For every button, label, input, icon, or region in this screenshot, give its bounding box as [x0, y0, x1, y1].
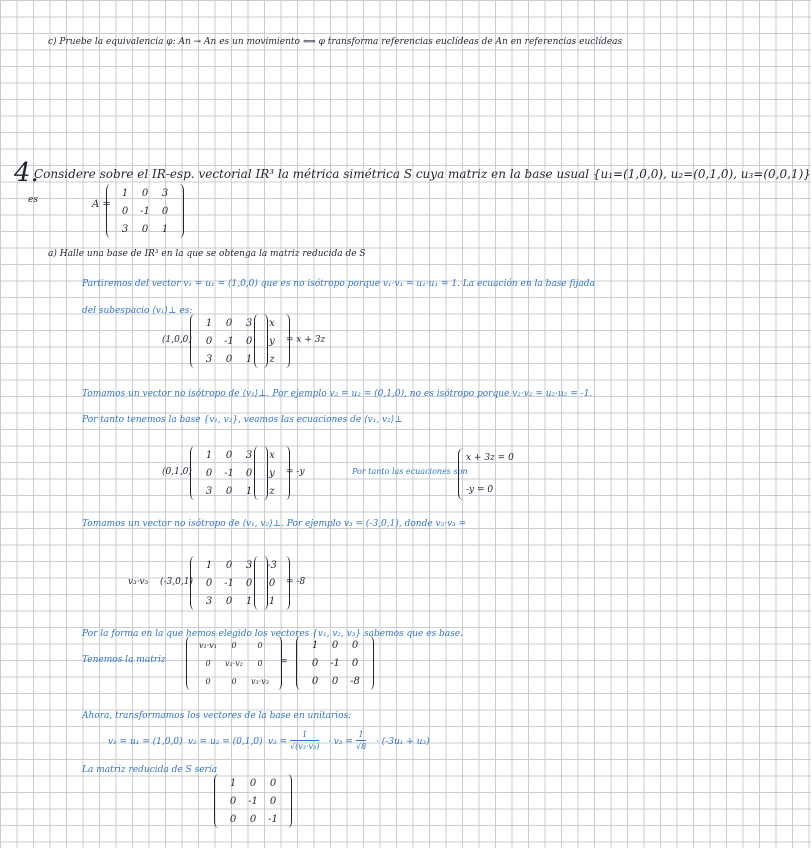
matrix-entry: 0: [245, 577, 253, 589]
eq2-comment: Por tanto las ecuaciones son: [352, 467, 468, 476]
matrix-entry: 1: [245, 485, 253, 497]
system-brace: [458, 448, 465, 500]
diag-symbolic-entry: 0: [205, 676, 211, 686]
diag-symbolic-entry: 0: [257, 658, 263, 668]
matrix-entry: 3: [245, 449, 253, 461]
matrix-a-entry: -1: [140, 205, 150, 217]
fraction-1-numerator: 1: [302, 730, 308, 739]
matrix-entry: 0: [205, 467, 213, 479]
unit-v3-mid: · v₃ =: [328, 737, 353, 747]
matrix-entry: 1: [205, 317, 213, 329]
matrix-a-entry: 3: [121, 223, 129, 235]
unit-v3-fraction-1: [290, 730, 319, 751]
matrix-entry: 0: [205, 335, 213, 347]
diag-numeric-entry: -8: [350, 675, 360, 687]
solution-line-2: del subespacio ⟨v₁⟩⊥ es:: [82, 306, 193, 316]
matrix-a-label: A =: [92, 199, 111, 210]
final-matrix-entry: 0: [249, 777, 257, 789]
final-matrix-entry: 0: [229, 813, 237, 825]
column-entry: 1: [268, 595, 276, 607]
column-entry: -3: [267, 559, 277, 571]
unit-v3-fraction-2: [356, 730, 366, 751]
diag-symbolic-entry: 0: [231, 676, 237, 686]
variable-entry: x: [269, 317, 275, 329]
diag-symbolic-entry: 0: [257, 640, 263, 650]
eq1-result: = x + 3z: [286, 335, 326, 345]
matrix-entry: -1: [224, 577, 234, 589]
matrix-entry: -1: [224, 335, 234, 347]
eq3-column: [254, 556, 290, 610]
matrix-a-entry: 0: [141, 223, 149, 235]
matrix-entry: 0: [225, 353, 233, 365]
matrix-a-entry: 1: [121, 187, 129, 199]
matrix-entry: 0: [225, 559, 233, 571]
matrix-entry: 3: [205, 353, 213, 365]
eq1-row-vector: (1,0,0): [162, 335, 192, 345]
variable-entry: y: [269, 335, 275, 347]
problem-number: 4.: [14, 158, 39, 188]
variable-entry: z: [269, 353, 275, 365]
eq2-result: = -y: [286, 467, 305, 477]
diag-numeric-entry: -1: [330, 657, 340, 669]
eq2-row-vector: (0,1,0): [162, 467, 192, 477]
matrix-entry: 0: [225, 317, 233, 329]
diag-symbolic-entry: 0: [231, 640, 237, 650]
matrix-a-entry: 0: [121, 205, 129, 217]
matrix-a-entry: 3: [161, 187, 169, 199]
unit-v3-right: · (-3u₁ + u₃): [376, 737, 430, 747]
problem-statement: Considere sobre el IR-esp. vectorial IR³ la métrica simétrica S cuya matriz en la base usual {u₁=(1,0,0), u₂=(0,1,0), u₃=(0,0,1)}: [34, 167, 811, 181]
diag-symbolic-matrix: [186, 636, 282, 690]
diag-symbolic-entry: v₁·v₁: [199, 640, 217, 650]
part-c-text: c) Pruebe la equivalencia φ: An → An es un movimiento ⟺ φ transforma referencias euclídeas de An en referencias euclídeas: [48, 37, 623, 47]
final-matrix-entry: -1: [268, 813, 278, 825]
diag-numeric-entry: 0: [311, 675, 319, 687]
final-matrix-entry: 0: [229, 795, 237, 807]
matrix-entry: 0: [225, 595, 233, 607]
eq3-row-vector: (-3,0,1): [160, 577, 193, 587]
diag-symbolic-entry: v₂·v₂: [225, 658, 243, 668]
matrix-entry: 1: [205, 449, 213, 461]
matrix-entry: 0: [225, 449, 233, 461]
eq2-column-xyz: [254, 446, 290, 500]
matrix-entry: 3: [245, 559, 253, 571]
system-eq-1: x + 3z = 0: [466, 453, 514, 463]
diag-numeric-entry: 0: [351, 639, 359, 651]
variable-entry: z: [269, 485, 275, 497]
final-reduced-matrix: [214, 774, 292, 828]
matrix-entry: 0: [225, 485, 233, 497]
part-a-text: a) Halle una base de IR³ en la que se obtenga la matriz reducida de S: [48, 249, 366, 259]
solution-line-8: La matriz reducida de S sería: [82, 765, 218, 775]
diag-numeric-entry: 0: [331, 675, 339, 687]
eq3-result: = -8: [286, 577, 306, 587]
unit-v2: v₂ = u₂ = (0,1,0): [188, 737, 263, 747]
matrix-entry: 0: [245, 335, 253, 347]
final-matrix-entry: 1: [229, 777, 237, 789]
column-entry: 0: [268, 577, 276, 589]
diag-numeric-entry: 0: [331, 639, 339, 651]
es-word: es: [28, 195, 38, 205]
fraction-1-denominator: √(v₃·v₃): [290, 742, 320, 751]
matrix-entry: 1: [245, 353, 253, 365]
eq1-column-xyz: [254, 314, 290, 368]
matrix-a-entry: 1: [161, 223, 169, 235]
solution-line-7: Ahora, transformamos los vectores de la base en unitarios:: [82, 711, 352, 721]
matrix-entry: 0: [245, 467, 253, 479]
matrix-entry: 3: [245, 317, 253, 329]
final-matrix-entry: -1: [248, 795, 258, 807]
diag-numeric-entry: 1: [311, 639, 319, 651]
unit-v1: v₁ = u₁ = (1,0,0): [108, 737, 183, 747]
tenemos-label: Tenemos la matriz: [82, 655, 166, 665]
equals-sign: =: [280, 657, 288, 667]
final-matrix-entry: 0: [249, 813, 257, 825]
system-eq-2: -y = 0: [466, 485, 494, 495]
variable-entry: y: [269, 467, 275, 479]
diag-symbolic-entry: v₃·v₃: [251, 676, 269, 686]
diag-numeric-entry: 0: [311, 657, 319, 669]
unit-v3-left: v₃ =: [268, 737, 288, 747]
solution-line-6: Por la forma en la que hemos elegido los vectores {v₁, v₂, v₃} sabemos que es base.: [82, 629, 463, 639]
diag-symbolic-entry: 0: [205, 658, 211, 668]
matrix-entry: 3: [205, 485, 213, 497]
variable-entry: x: [269, 449, 275, 461]
solution-line-5: Tomamos un vector no isótropo de ⟨v₁, v₂⟩⊥. Por ejemplo v₃ = (-3,0,1), donde v₃·v₃ =: [82, 519, 467, 529]
matrix-entry: 3: [205, 595, 213, 607]
diag-numeric-entry: 0: [351, 657, 359, 669]
matrix-a: [106, 184, 184, 238]
solution-line-3: Tomamos un vector no isótropo de ⟨v₁⟩⊥. Por ejemplo v₂ = u₂ = (0,1,0), no es isótropo porque v₂·v₂ = u₂·u₂ = -1.: [82, 389, 593, 399]
solution-line-4: Por tanto tenemos la base {v₁, v₂}, veamos las ecuaciones de ⟨v₁, v₂⟩⊥: [82, 415, 403, 425]
solution-line-1: Partiremos del vector v₁ = u₁ = (1,0,0) que es no isótropo porque v₁·v₁ = u₁·u₁ = 1. La ecuación en la base fijada: [82, 279, 595, 289]
matrix-entry: 1: [205, 559, 213, 571]
final-matrix-entry: 0: [269, 795, 277, 807]
matrix-a-entry: 0: [141, 187, 149, 199]
matrix-entry: 0: [205, 577, 213, 589]
matrix-a-entry: 0: [161, 205, 169, 217]
matrix-entry: 1: [245, 595, 253, 607]
fraction-2-denominator: √8: [356, 742, 367, 751]
final-matrix-entry: 0: [269, 777, 277, 789]
matrix-entry: -1: [224, 467, 234, 479]
eq3-left: v₃·v₃: [128, 577, 149, 587]
diag-numeric-matrix: [296, 636, 374, 690]
fraction-2-numerator: 1: [358, 730, 364, 739]
